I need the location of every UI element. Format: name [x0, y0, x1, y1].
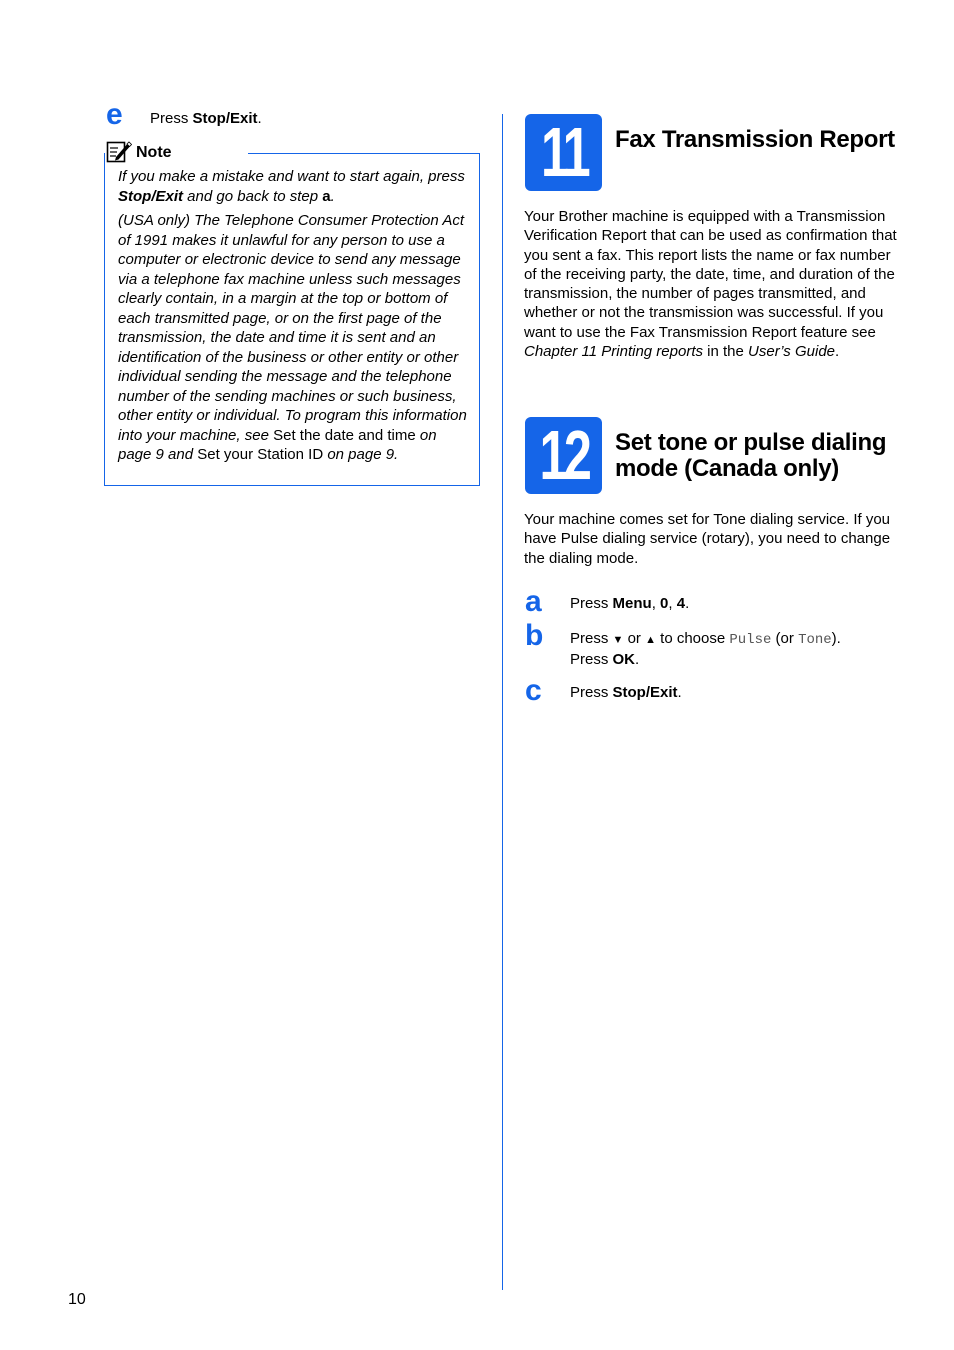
step-letter-b: b — [525, 619, 544, 652]
note-p2-text2: on page 9 and — [118, 426, 437, 463]
step-e-key: Stop/Exit — [192, 110, 258, 127]
step-a-key-menu: Menu — [612, 595, 652, 612]
note-p1-text1: If you make a mistake and want to start again, press — [118, 168, 465, 185]
step-b-line2-suffix: . — [635, 651, 640, 668]
step-b-paren-close: ). — [831, 630, 841, 647]
section-12-title-line2: mode (Canada only) — [615, 455, 839, 482]
section-11-body-text2: in the — [702, 343, 749, 361]
note-top-border — [248, 153, 479, 154]
note-p2-ref-date-time[interactable]: Set the date and time — [273, 426, 416, 444]
step-c-prefix: Press — [570, 684, 613, 701]
step-b-option-pulse: Pulse — [729, 632, 772, 648]
step-a-suffix: . — [685, 595, 690, 612]
step-letter-e: e — [106, 98, 123, 131]
step-e-text — [150, 109, 262, 128]
section-11-title: Fax Transmission Report — [615, 126, 895, 153]
step-c-key: Stop/Exit — [612, 684, 678, 701]
page-number: 10 — [68, 1291, 86, 1308]
note-p1-key: Stop/Exit — [118, 187, 184, 205]
step-b-or: or — [623, 630, 646, 647]
step-c-suffix: . — [677, 684, 682, 701]
note-paragraph-1 — [118, 167, 468, 206]
note-p2-ref-station-id[interactable]: Set your Station ID — [197, 446, 324, 463]
step-c-text — [570, 683, 682, 702]
note-p1-text2: and go back to step — [183, 187, 323, 205]
section-11-body — [524, 207, 904, 361]
step-b-line2-prefix: Press — [570, 651, 613, 668]
step-a-sep1: , — [651, 595, 661, 612]
step-letter-c: c — [525, 674, 542, 707]
step-b-key-ok: OK — [612, 651, 636, 668]
section-11-body-text3: . — [835, 343, 840, 361]
note-paragraph-2 — [118, 211, 468, 465]
note-pencil-icon — [106, 138, 132, 164]
section-12-badge — [525, 417, 602, 494]
step-a-key-4: 4 — [676, 595, 686, 612]
step-e-suffix: . — [257, 110, 262, 127]
step-a-prefix: Press — [570, 595, 613, 612]
step-a-text — [570, 594, 689, 613]
section-12-number: 12 — [539, 417, 588, 494]
step-b-line2 — [570, 650, 841, 669]
section-12-title-line1: Set tone or pulse dialing — [615, 429, 887, 456]
note-p1-text3: . — [330, 187, 335, 205]
section-11-body-text1: Your Brother machine is equipped with a Transmission Verification Report that can be used as confirmation that you sent a fax. This report lists the name or fax number of the receiving party, the date, time, and duration of the transmission, the number of pages transmitted, and whether or not the transmission was successful. If you want to use the Fax Transmission Report feature see — [524, 208, 897, 341]
up-arrow-icon: ▲ — [645, 634, 656, 646]
step-letter-a: a — [525, 585, 542, 618]
step-b-prefix: Press — [570, 630, 613, 647]
step-b-option-tone: Tone — [798, 632, 832, 648]
section-11-badge — [525, 114, 602, 191]
section-11-ref-guide[interactable]: User’s Guide — [748, 343, 835, 361]
column-divider — [502, 114, 503, 1290]
note-p1-step: a — [322, 187, 331, 205]
section-11-number: 11 — [540, 114, 587, 191]
down-arrow-icon: ▼ — [612, 634, 624, 646]
step-a-key-0: 0 — [660, 595, 669, 612]
section-11-ref-chapter[interactable]: Chapter 11 Printing reports — [524, 343, 703, 361]
section-12-body: Your machine comes set for Tone dialing service. If you have Pulse dialing service (rotary), you need to change the dialing mode. — [524, 511, 891, 567]
step-b-line1 — [570, 629, 841, 650]
section-12-title — [615, 430, 886, 482]
step-e-prefix: Press — [150, 110, 193, 127]
step-b-mid: to choose — [655, 630, 730, 647]
note-label: Note — [136, 144, 172, 161]
step-b-text — [570, 629, 841, 669]
step-b-paren-open: (or — [771, 630, 799, 647]
step-a-sep2: , — [668, 595, 677, 612]
note-p2-text1: (USA only) The Telephone Consumer Protection Act of 1991 makes it unlawful for any person to use a computer or electronic device to send any message via a telephone fax machine unless such messages clearly contain, in a margin at the top or bottom of each transmitted page, or on the first page of the transmission, the date and time it is sent and an identification of the business or other entity or other individual sending the message and the telephone number of the sending machines or such business, other entity or individual. To program this information into your machine, see — [118, 212, 467, 444]
note-p2-text3: on page 9. — [323, 446, 399, 463]
